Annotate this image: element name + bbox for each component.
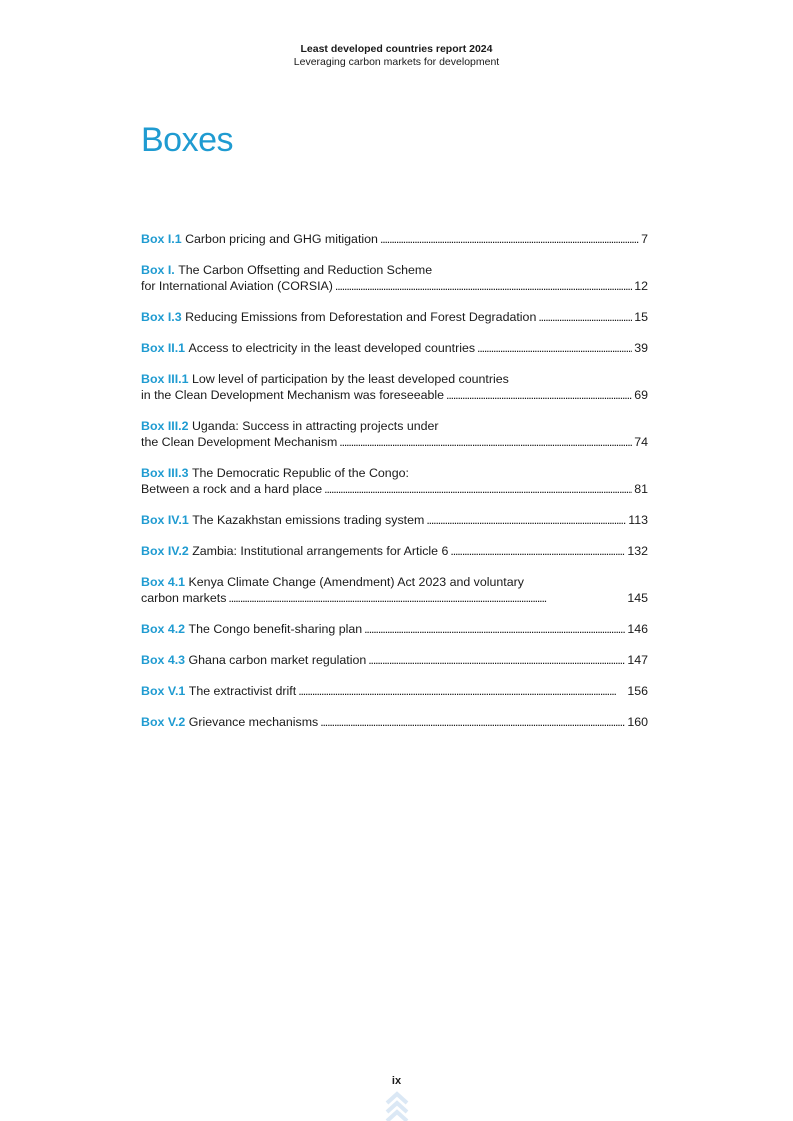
running-header xyxy=(0,43,793,68)
box-title: Grievance mechanisms xyxy=(188,715,319,729)
box-title: Carbon pricing and GHG mitigation xyxy=(185,232,378,246)
toc-entry[interactable] xyxy=(141,652,648,668)
box-number: Box V.1 xyxy=(141,684,186,698)
page-ref: 145 xyxy=(627,591,648,605)
toc-entry[interactable] xyxy=(141,231,648,247)
box-number: Box IV.1 xyxy=(141,513,189,527)
page-ref: 74 xyxy=(634,435,648,449)
toc-entry[interactable] xyxy=(141,683,648,699)
page-number: ix xyxy=(391,1075,402,1087)
dot-leader xyxy=(538,309,632,325)
box-number: Box I.3 xyxy=(141,310,182,324)
box-title: Low level of participation by the least developed countries xyxy=(191,372,509,386)
box-number: Box 4.3 xyxy=(141,653,186,667)
box-number: Box 4.2 xyxy=(141,622,186,636)
report-title: Least developed countries report 2024 xyxy=(300,43,493,55)
toc-entry[interactable] xyxy=(141,371,648,403)
toc-entry[interactable] xyxy=(141,465,648,497)
box-number: Box III.1 xyxy=(141,372,189,386)
box-title: the Clean Development Mechanism xyxy=(141,435,338,449)
dot-leader xyxy=(298,683,625,699)
page-ref: 156 xyxy=(627,684,648,698)
boxes-list xyxy=(141,231,648,745)
page-ref: 15 xyxy=(634,310,648,324)
toc-entry[interactable] xyxy=(141,262,648,294)
page-ref: 81 xyxy=(634,482,648,496)
box-number: Box II.1 xyxy=(141,341,186,355)
toc-entry[interactable] xyxy=(141,309,648,325)
page-ref: 146 xyxy=(627,622,648,636)
box-number: Box V.2 xyxy=(141,715,186,729)
dot-leader xyxy=(228,590,625,606)
box-title: Access to electricity in the least developed countries xyxy=(188,341,476,355)
toc-entry[interactable] xyxy=(141,714,648,730)
box-number: Box III.3 xyxy=(141,466,189,480)
box-title: Zambia: Institutional arrangements for Article 6 xyxy=(192,544,449,558)
box-title: Kenya Climate Change (Amendment) Act 2023 and voluntary xyxy=(188,575,524,589)
box-number: Box I. xyxy=(141,263,175,277)
page-ref: 12 xyxy=(634,279,648,293)
box-title: in the Clean Development Mechanism was foreseeable xyxy=(141,388,445,402)
box-title: Reducing Emissions from Deforestation and Forest Degradation xyxy=(185,310,537,324)
box-title: Ghana carbon market regulation xyxy=(188,653,367,667)
box-number: Box IV.2 xyxy=(141,544,189,558)
box-title: Between a rock and a hard place xyxy=(141,482,323,496)
report-subtitle: Leveraging carbon markets for development xyxy=(293,56,500,68)
dot-leader xyxy=(320,714,625,730)
page-ref: 39 xyxy=(634,341,648,355)
dot-leader xyxy=(364,621,625,637)
box-title: The extractivist drift xyxy=(188,684,297,698)
toc-entry[interactable] xyxy=(141,543,648,559)
box-title: for International Aviation (CORSIA) xyxy=(141,279,333,293)
dot-leader xyxy=(335,278,632,294)
box-title: The Democratic Republic of the Congo: xyxy=(191,466,409,480)
dot-leader xyxy=(368,652,625,668)
page-ref: 132 xyxy=(627,544,648,558)
page-ref: 113 xyxy=(628,513,648,527)
toc-entry[interactable] xyxy=(141,418,648,450)
page-ref: 147 xyxy=(627,653,648,667)
toc-entry[interactable] xyxy=(141,621,648,637)
dot-leader xyxy=(477,340,632,356)
toc-entry[interactable] xyxy=(141,340,648,356)
toc-entry[interactable] xyxy=(141,512,648,528)
box-title: carbon markets xyxy=(141,591,227,605)
dot-leader xyxy=(339,434,632,450)
box-number: Box I.1 xyxy=(141,232,182,246)
page-heading: Boxes xyxy=(141,121,233,159)
dot-leader xyxy=(450,543,625,559)
page-ref: 7 xyxy=(641,232,648,246)
toc-entry[interactable] xyxy=(141,574,648,606)
box-number: Box III.2 xyxy=(141,419,189,433)
page-ref: 69 xyxy=(634,388,648,402)
dot-leader xyxy=(426,512,626,528)
box-title: Uganda: Success in attracting projects under xyxy=(191,419,439,433)
dot-leader xyxy=(446,387,632,403)
box-title: The Carbon Offsetting and Reduction Scheme xyxy=(178,263,433,277)
page-ref: 160 xyxy=(627,715,648,729)
scroll-up-icon[interactable] xyxy=(385,1091,409,1121)
box-title: The Kazakhstan emissions trading system xyxy=(192,513,425,527)
dot-leader xyxy=(324,481,632,497)
dot-leader xyxy=(380,231,639,247)
box-title: The Congo benefit-sharing plan xyxy=(188,622,363,636)
box-number: Box 4.1 xyxy=(141,575,186,589)
